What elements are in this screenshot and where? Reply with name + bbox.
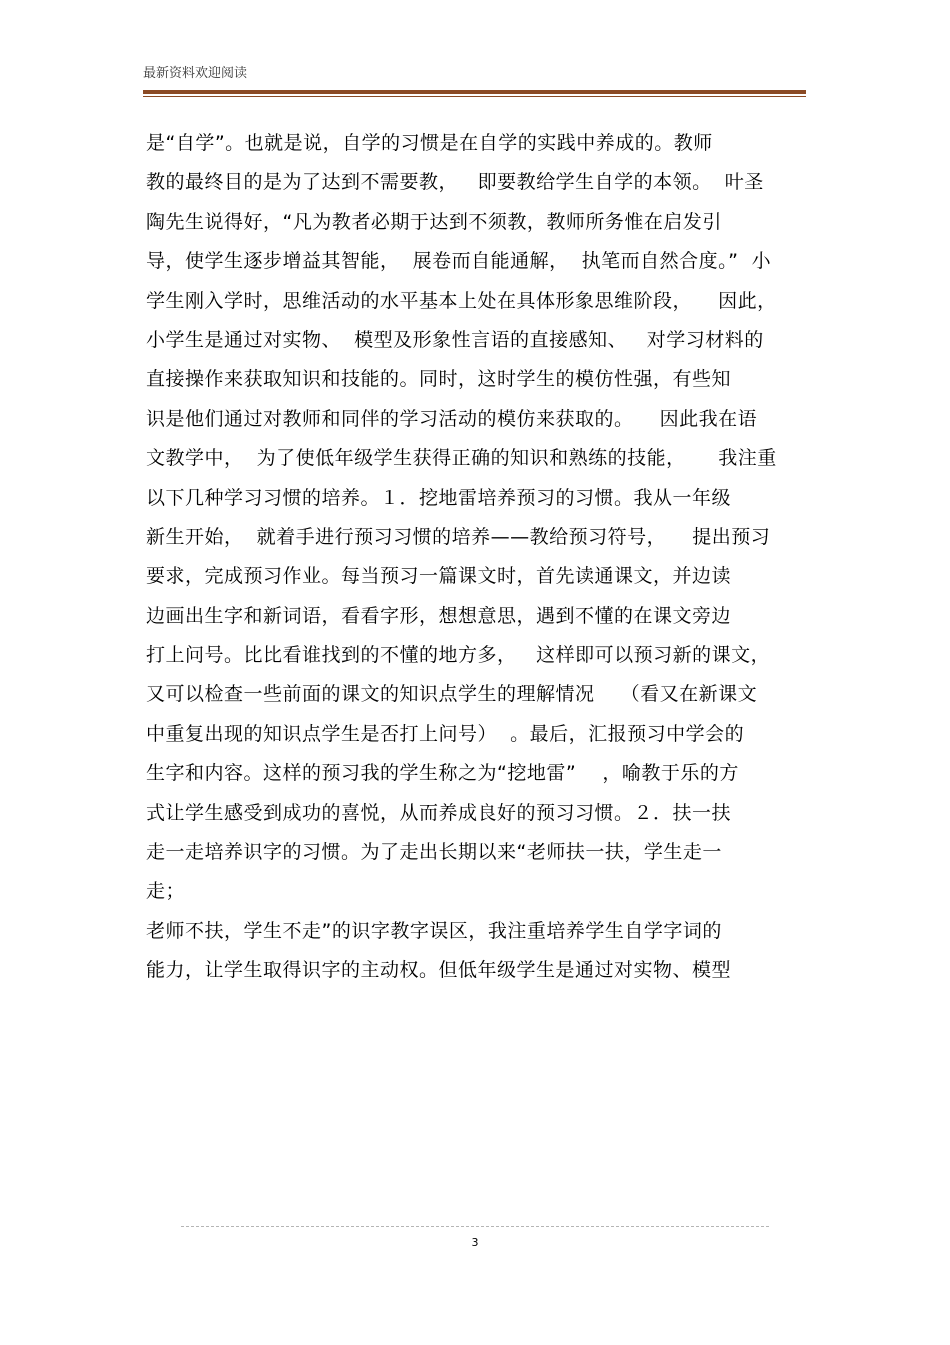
body-line: 直接操作来获取知识和技能的。同时，这时学生的模仿性强，有些知	[146, 368, 732, 391]
body-line: 走；	[146, 880, 186, 903]
body-line: 边画出生字和新词语，看看字形，想想意思，遇到不懂的在课文旁边	[146, 604, 732, 627]
header-rule-thick	[143, 90, 806, 94]
body-line: 走一走培养识字的习惯。为了走出长期以来“老师扶一扶，学生走一	[146, 841, 722, 864]
body-line: 生字和内容。这样的预习我的学生称之为“挖地雷” ，喻教于乐的方	[146, 762, 739, 785]
body-line: 导，使学生逐步增益其智能， 展卷而自能通解， 执笔而自然合度。” 小	[146, 250, 772, 273]
body-line: 新生开始， 就着手进行预习习惯的培养——教给预习符号， 提出预习	[146, 525, 771, 548]
page-header-text: 最新资料欢迎阅读	[143, 66, 248, 81]
body-line: 识是他们通过对教师和同伴的学习活动的模仿来获取的。 因此我在语	[146, 407, 758, 430]
body-line: 要求，完成预习作业。每当预习一篇课文时，首先读通课文，并边读	[146, 565, 732, 588]
body-line: 中重复出现的知识点学生是否打上问号） 。最后，汇报预习中学会的	[146, 722, 745, 745]
body-line: 以下几种学习习惯的培养。１．挖地雷培养预习的习惯。我从一年级	[146, 486, 732, 509]
body-line: 学生刚入学时，思维活动的水平基本上处在具体形象思维阶段， 因此，	[146, 289, 777, 312]
header-rule-thin	[143, 96, 806, 97]
body-line: 小学生是通过对实物、 模型及形象性言语的直接感知、 对学习材料的	[146, 328, 764, 351]
page-number: 3	[471, 1236, 479, 1249]
body-line: 是“自学”。也就是说，自学的习惯是在自学的实践中养成的。教师	[146, 132, 713, 154]
body-line: 老师不扶，学生不走”的识字教字误区，我注重培养学生自学字词的	[146, 919, 722, 942]
body-line: 文教学中， 为了使低年级学生获得正确的知识和熟练的技能， 我注重	[146, 447, 777, 470]
body-line: 式让学生感受到成功的喜悦，从而养成良好的预习习惯。２．扶一扶	[146, 801, 732, 824]
body-text	[146, 124, 808, 991]
body-line: 陶先生说得好，“凡为教者必期于达到不须教，教师所务惟在启发引	[146, 210, 722, 233]
body-line: 打上问号。比比看谁找到的不懂的地方多， 这样即可以预习新的课文，	[146, 644, 771, 667]
body-line: 又可以检查一些前面的课文的知识点学生的理解情况 （看又在新课文	[146, 683, 758, 706]
body-line: 教的最终目的是为了达到不需要教， 即要教给学生自学的本领。 叶圣	[146, 171, 764, 194]
footer-rule	[181, 1226, 769, 1227]
body-line: 能力，让学生取得识字的主动权。但低年级学生是通过对实物、模型	[146, 959, 732, 982]
